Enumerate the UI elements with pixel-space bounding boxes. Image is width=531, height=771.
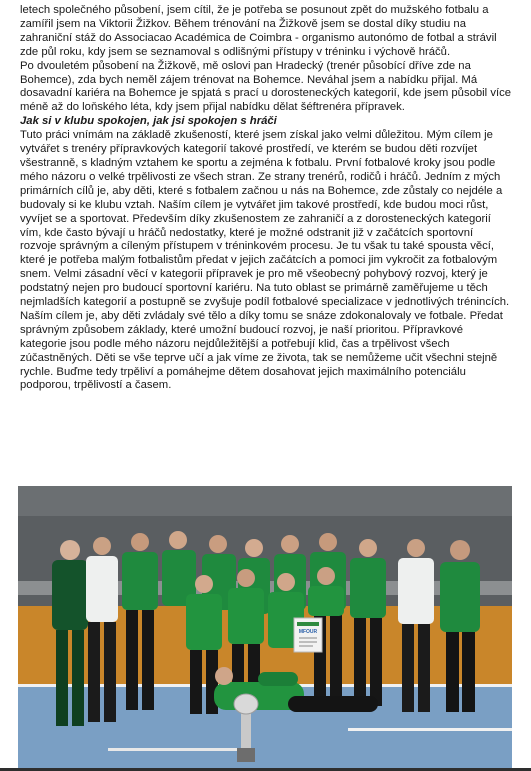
article-paragraph: Tuto práci vnímám na základě zkušeností, které jsem získal jako velmi důležitou. Mým cílem je vytvářet s trenéry přípravkových kategorií takové prostředí, ve kterém se budou děti rozvíjet všestranně, s kladným vztahem ke sportu a zejména k fotbalu. První fotbalové kroky jsou podle mého názoru o velké trpělivosti ze všech stran. Ze strany trenérů, rodičů i hráčů. Jedním z mých primárních cílů je, aby děti, které s fotbalem začnou u nás na Bohemce, zde zůstaly co nejdéle a budovaly si ke klubu vztah. Naším cílem je vytvářet jim takové prostředí, kde budou moci růst, vyvíjet se a sportovat. Především díky zkušenostem ze zahraničí a z dorosteneckých kategorií vím, kde často bývají u hráčů nedostatky, které je možné odstranit již v začátcích sportovní rozvoje správným a cíleným přístupem v tréninkovém procesu. Je tu však tu také spousta věcí, které je potřeba malým fotbalistům předat v jejich začátcích a pomoci jim vykročit za fotbalovým snem. Velmi zásadní věcí v kategorii přípravek je pro mě všeobecný pohybový rozvoj, který je podstatný nejen pro budoucí sportovní kariéru. Na tuto oblast se primárně zaměřujeme u těch nejmladších kategorií a postupně se zvyšuje podíl fotbalové specializace v jednotlivých trénincích. Naším cílem je, aby děti zvládaly své tělo a díky tomu se snáze zdokonalovaly ve fotbale. Předat správným způsobem základy, které umožní budoucí rozvoj, je naší prioritou. Přípravkové kategorie jsou podle mého názoru nejdůležitější a potřebují klid, čas a trpělivost všech zúčastněných. Děti se vše teprve učí a jak víme ze života, tak se nemůžeme učit všechni stejně rychle. Buďme tedy trpěliví a pomáhejme dětem dosahovat jejich maximálního potenciálu podporou, trpělivostí a časem. — [20, 129, 510, 392]
article-paragraph: letech společného působení, jsem cítil, že je potřeba se posunout zpět do mužského fotbalu a zamířil jsem na Viktorii Žižkov. Během trénování na Žižkově jsem se dostal díky studiu na zahraniční stáž do Associacao Académica de Coimbra - organismo autonómo de fotbal a strávil zde půl roku, kdy jsem se seznamoval s odlišnými přístupy v tréninku i výchově hráčů. — [20, 4, 497, 58]
article-text — [20, 4, 512, 393]
article-subheading: Jak si v klubu spokojen, jak jsi spokojen s hráči — [20, 115, 277, 128]
team-photo — [18, 486, 512, 768]
banner-text: MFOUR — [298, 629, 318, 635]
article-paragraph: Po dvouletém působení na Žižkově, mě oslovi pan Hradecký (trenér působící dříve zde na Bohemce), zda bych neměl zájem trénovat na Bohemce. Neváhal jsem a nabídku přijal. Má dosavadní kariéra na Bohemce je spjatá s prací u dorosteneckých kategorií, kde jsem působil více méně až do loňského léta, kdy jsem přijal nabídku dělat šéftrenéra přípravek. — [20, 59, 512, 114]
